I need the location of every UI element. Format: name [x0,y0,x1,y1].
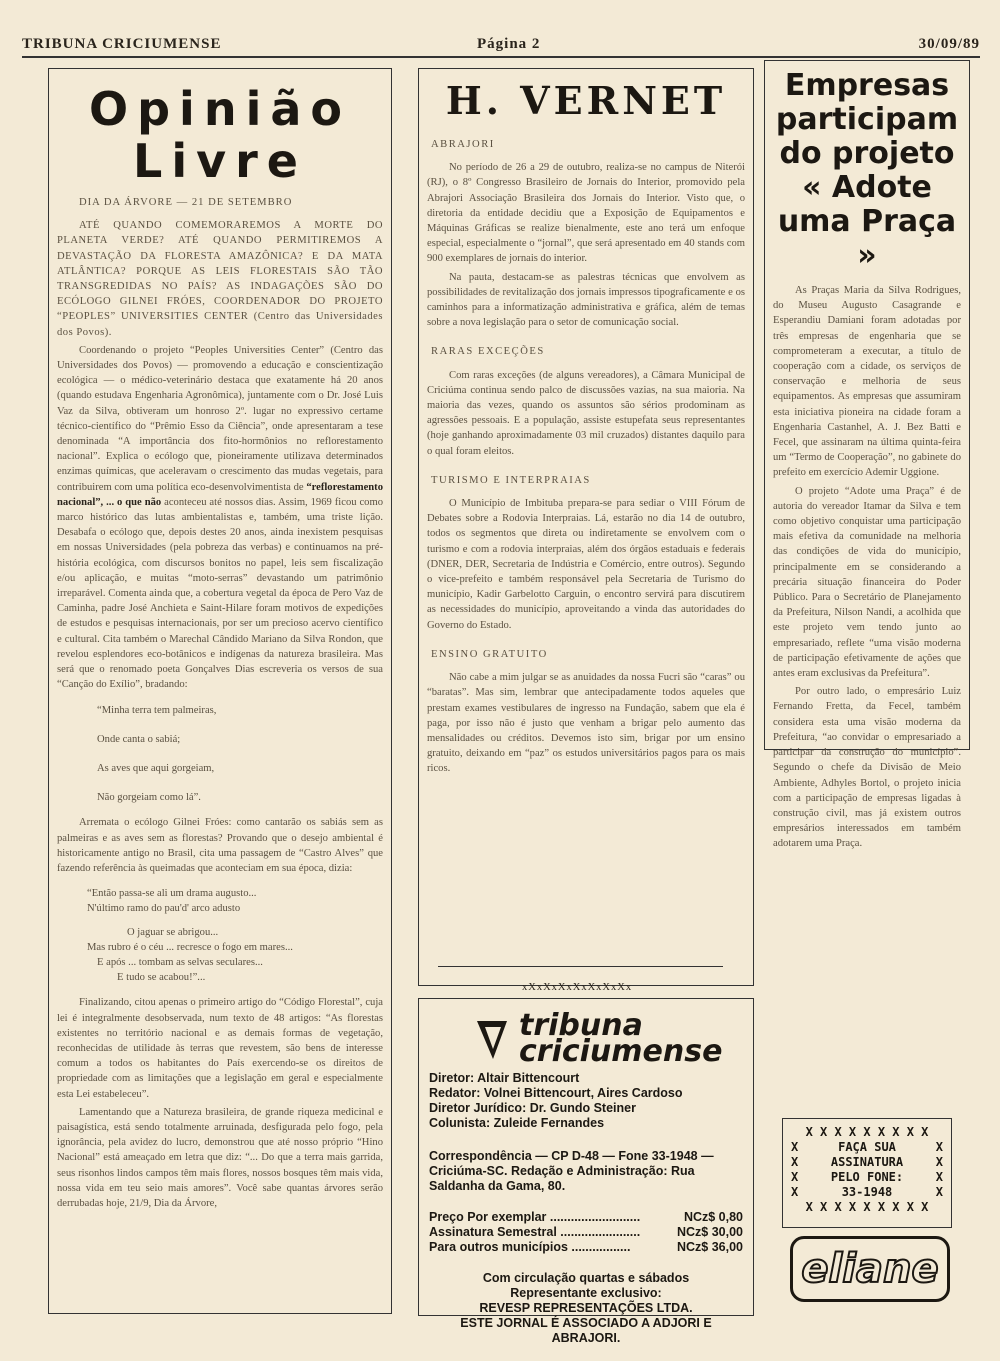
empresas-title: Empresas participam do projeto « Adote uma Praça » [775,68,959,273]
promo-side: X [935,1140,943,1154]
issue-date: 30/09/89 [918,36,980,52]
staff-line: Diretor Jurídico: Dr. Gundo Steiner [429,1101,636,1115]
opiniao-title: Opinião Livre [89,82,351,188]
promo-row [791,1140,943,1155]
promo-line: PELO FONE: [830,1170,904,1184]
header-rule [22,56,980,58]
price-value: NCz$ 36,00 [676,1240,743,1254]
promo-line: ASSINATURA [830,1155,904,1169]
footer-line: ESTE JORNAL É ASSOCIADO A ADJORI E [460,1316,712,1330]
page-header [22,36,980,56]
tribuna-logo-icon [475,1017,509,1061]
price-label: Para outros municípios ................. [429,1240,631,1254]
promo-side: X [791,1170,799,1184]
eliane-ad [790,1236,950,1302]
staff-line: Diretor: Altair Bittencourt [429,1071,580,1085]
verse-line: Onde canta o sabiá; [97,733,181,745]
opiniao-p1-bold: “reflorestamento nacional”, ... o que não [57,481,383,508]
address-block: Correspondência — CP D-48 — Fone 33-1948 — Criciúma-SC. Redação e Administração: Rua Saldanha da Gama, 80. [429,1149,714,1193]
masthead-box [418,998,754,1345]
promo-row [791,1170,943,1185]
price-label: Assinatura Semestral ....................... [429,1225,641,1239]
promo-row [791,1185,943,1200]
promo-side: X [935,1155,943,1169]
subscription-promo-box [782,1118,952,1228]
turismo-paragraph: O Município de Imbituba prepara-se para sediar o VIII Fórum de Debates sobre a Rodovia Interpraias. Lá, estarão no dia 14 de outubro, todos os segmentos que direta ou indiretamente se envolvem com o turismo e com a rodovia interpraias, além dos órgãos estaduais e federais (DNER, DER, Secretaria de Indústria e Comércio, entre outros). Segundo o vice-prefeito e também responsável pela Secretaria de Turismo do município, Kadir Garbelotto Carguin, o encontro servirá para discutirem as necessidades do município, aproveitando a vinda das autoridades do Governo do Estado. [427,498,745,631]
opiniao-livre-column [48,68,392,1314]
opiniao-paragraph-2: Arremata o ecólogo Gilnei Fróes: como cantarão os sabiás sem as palmeiras e as aves sem as florestas? Provando que o desejo ambiental é historicamente antigo no Brasil, cita uma passagem de “Castro Alves” que fazendo referência às queimadas que aconteciam em sua época, dizia: [57,817,383,874]
price-row [429,1210,743,1225]
masthead-footer [429,1271,743,1346]
verse-cancao-exilio [97,703,383,806]
section-heading-raras-excecoes: RARAS EXCEÇÕES [431,346,545,358]
footer-line: Representante exclusivo: [510,1286,662,1300]
empresas-column [764,60,970,850]
opiniao-lead: ATÉ QUANDO COMEMORAREMOS A MORTE DO PLANETA VERDE? ATÉ QUANDO PERMITIREMOS A DEVASTAÇÃO DA FLORESTA AMAZÔNICA? E DA MATA ATLÂNTICA? PORQUE AS LEIS FLORESTAIS SÃO TÃO TRANSGREDIDAS NO PAÍS? AS INDAGAÇÕES SÃO DO ECÓLOGO GILNEI FRÓES, COORDENADOR DO PROJETO “PEOPLES” UNIVERSITIES CENTER (Centro das Universidades dos Povos). [57,220,383,338]
promo-side: X [935,1170,943,1184]
promo-line: 33-1948 [841,1185,893,1199]
eliane-logo: eliane [801,1246,939,1292]
abrajori-paragraph-1: No período de 26 a 29 de outubro, realiza-se no campus de Niterói (RJ), o 8º Congresso Brasileiro de Jornais do Interior, promovido pela Abrajori Associação Brasileira dos Jornais do Interior. Visto que, o diretoria da entidade decidiu que a Exposição de Equipamentos e Máquinas Gráficas se realize bienalmente, este ano terá um enfoque especial, especialmente o “jornal”, que será apresentado em 40 stands com 900 exemplares de jornais do interior. [427,162,745,265]
staff-list [429,1071,743,1131]
newspaper-name: TRIBUNA CRICIUMENSE [22,36,222,52]
section-heading-abrajori: ABRAJORI [431,139,495,150]
vernet-title: H. VERNET [445,78,727,123]
price-value: NCz$ 30,00 [676,1225,743,1239]
promo-line: FAÇA SUA [838,1140,896,1154]
logo-text-criciumense: criciumense [519,1034,723,1069]
empresas-paragraph-2: O projeto “Adote uma Praça” é de autoria do vereador Itamar da Silva e tem como objetivo conquistar uma participação mais efetiva da comunidade na melhoria das condições de vida do município, principalmente em se considerando a precária situação financeira do Poder Público. Para o Secretário de Planejamento da Prefeitura, Nilson Nandi, a acolhida que este projeto vem tendo junto ao empresariado, reflete “uma visão moderna de participação efetivamente de ações que antes eram exclusivas da Prefeitura”. [773,485,961,680]
masthead-logo [475,1008,743,1069]
section-heading-ensino: ENSINO GRATUITO [431,648,548,660]
opiniao-p1-end: aconteceu até nossos dias. Assim, 1969 ficou como marco histórico das lutas ambientalistas e, também, uma triste lição. Desabafa o ecólogo que, depois destes 20 anos, ainda inexistem pesquisas em nossas Universidades (pela pobreza das verbas) e continuamos na pré-história ecológica, com discursos bonitos no papel, leis sem fiscalização e/ou aplicação, e muitas “moto-serras” devastando um patrimônio irreparável. Comenta ainda que, a cobertura vegetal da época de Pero Vaz de Caminha, padre José Anchieta e Saint-Hilare foram motivos de expedições de estudos e pesquisas internacionais, por ser um precioso acervo científico e cultural. Cita também o Marechal Cândido Mariano da Silva Rondon, que revelou esplendores eco-botânicos e indígenas da natureza brasileira. Mas será que o renomado poeta Gonçalves Dias escreveria os versos de sua “Canção do Exílio”, bradando: [57,496,384,691]
verse-line: “Então passa-se ali um drama augusto... [87,888,257,900]
verse-line: E tudo se acabou!”... [117,972,206,984]
empresas-paragraph-3: Por outro lado, o empresário Luiz Fernando Fretta, da Fecel, também considera esta uma visão moderna da Prefeitura, “ao convidar o empresariado a participar da construção do município”. Segundo o chefe da Divisão de Meio Ambiente, Adhyles Bortol, o projeto inicia com a participação de empresas ligadas à construção civil, mas já existem outros empresários interessados em também adotarem uma Praça. [773,686,961,850]
logo-text-tribuna: tribuna [519,1008,643,1043]
verse-line: E após ... tombam as selvas seculares... [97,956,263,968]
promo-side: X [791,1140,799,1154]
raras-excecoes-paragraph: Com raras exceções (de alguns vereadores), a Câmara Municipal de Criciúma continua sendo palco de discussões vazias, na sua maioria. Na maioria das vezes, quando os assuntos são sérios prodominam as agressões pessoais. E a população, assiste estupefata seus representantes (hoje ganhando aproximadamente 03 mil cruzados) distantes daquilo para o qual foram eleitos. [427,369,745,457]
separator-x-line: xXxXxXxXxXxXxXx [522,982,633,993]
verse-line: “Minha terra tem palmeiras, [97,704,217,716]
promo-border-top: X X X X X X X X X [805,1125,929,1139]
price-label: Preço Por exemplar .......................... [429,1210,641,1224]
vernet-column [418,68,754,986]
abrajori-paragraph-2: Na pauta, destacam-se as palestras técnicas que envolvem as possibilidades de revitalização dos jornais impressos tipograficamente e os caminhos para a informatização administrativa e gráfica, além de temas sobre a nova legislação para o setor de comunicação social. [427,271,745,329]
footer-line: ABRAJORI. [551,1331,621,1345]
verse-line: As aves que aqui gorgeiam, [97,762,215,774]
verse-line: O jaguar se abrigou... [127,926,219,938]
promo-side: X [791,1155,799,1169]
verse-castro-alves [87,886,383,985]
promo-side: X [935,1185,943,1199]
verse-line: Não gorgeiam como lá”. [97,792,201,804]
empresas-paragraph-1: As Praças Maria da Silva Rodrigues, do Museu Augusto Casagrande e Esperandiu Damiani foram adotadas por três empresas de engenharia que se comprometeram a executar, a título de cooperação com a cidade, os serviços de conservação e melhoria de seus equipamentos. As empresas que assumiram esta iniciativa pioneira na cidade foram a Engenharia Castanhel, A. J. Bez Batti e Fecel, que assinaram na última quinta-feira um “Termo de Cooperação”, no gabinete do prefeito em exercício Ademir Uggione. [773,285,961,479]
verse-line: N'último ramo do pau'd' arco adusto [87,903,241,915]
page-number: Página 2 [477,36,541,52]
promo-row [791,1155,943,1170]
promo-border-bottom: X X X X X X X X X [805,1200,929,1214]
opiniao-paragraph-1 [57,343,383,693]
price-row [429,1240,743,1255]
opiniao-p1-text: Coordenando o projeto “Peoples Universities Center” (Centro das Universidades dos Povos) — promovendo a educação e conscientização ecológica — o médico-veterinário destaca que exatamente há 20 anos (quando estudava Engenharia Agronômica), juntamente com o Dr. José Luis Vaz da Silva, obtiveram um honroso 2º. lugar no expressivo certame técnico-científico do “Prêmio Esso da Ciência”, onde apresentaram a tese denominada “A importância dos fito-hormônios no reflorestamento nacional”. Explica o ecólogo que, pioneiramente utilizava determinados enzimas químicas, que aceleravam o crescimento das mudas vegetais, para contribuirem com uma política eco-desenvolvimentista de [57,344,383,493]
vernet-bottom-rule [438,966,723,967]
staff-line: Colunista: Zuleide Fernandes [429,1116,605,1130]
price-row [429,1225,743,1240]
opiniao-subtitle: DIA DA ÁRVORE — 21 DE SETEMBRO [79,197,293,208]
section-heading-turismo: TURISMO E INTERPRAIAS [431,474,591,486]
staff-line: Redator: Volnei Bittencourt, Aires Cardoso [429,1086,683,1100]
price-value: NCz$ 0,80 [683,1210,743,1224]
ensino-paragraph: Não cabe a mim julgar se as anuidades da nossa Fucri são “caras” ou “baratas”. Mas sim, lembrar que antecipadamente todos aqueles que prestam exames vestibulares de ingresso na Fundação, sabem que ela é paga, por isso não é justo que venham a brigar pelo aumento das mensalidades ou créditos. Devemos isto sim, brigar por um ensino gratuito, deixando em “paz” os estudos universitários pagos para os mais ricos. [427,672,745,775]
footer-line: Com circulação quartas e sábados [482,1271,690,1285]
verse-line: Mas rubro é o céu ... recresce o fogo em mares... [87,941,293,953]
promo-side: X [791,1185,799,1199]
footer-line: REVESP REPRESENTAÇÕES LTDA. [479,1301,693,1315]
opiniao-paragraph-4: Lamentando que a Natureza brasileira, de grande riqueza medicinal e paisagística, está sendo totalmente arruinada, desfigurada pelo fogo, pela ignorância, pela avidez do lucro, demonstrou que até nosso próprio “Hino Nacional” está ameaçado em letra que diz: “... Do que a terra mais garrida, seus risonhos lindos campos têm mais flores, nossos bosques têm mais vida, nossa vida em teu seio mais amores”. Você sabe quantas árvores serão derrubadas hoje, 21/9, Dia da Árvore, [57,1106,383,1209]
opiniao-paragraph-3: Finalizando, citou apenas o primeiro artigo do “Código Florestal”, cuja lei é integralmente desobservada, num texto de 48 artigos: “As florestas existentes no território nacional e as demais formas de vegetação, reconhecidas de utilidade às terras que revestem, são bens de interesse comum a todos os habitantes do País exercendo-se os direitos de propriedade com as limitações que a legislação em geral e especialmente esta Lei estabeleceu”. [57,997,383,1100]
price-list [429,1210,743,1255]
